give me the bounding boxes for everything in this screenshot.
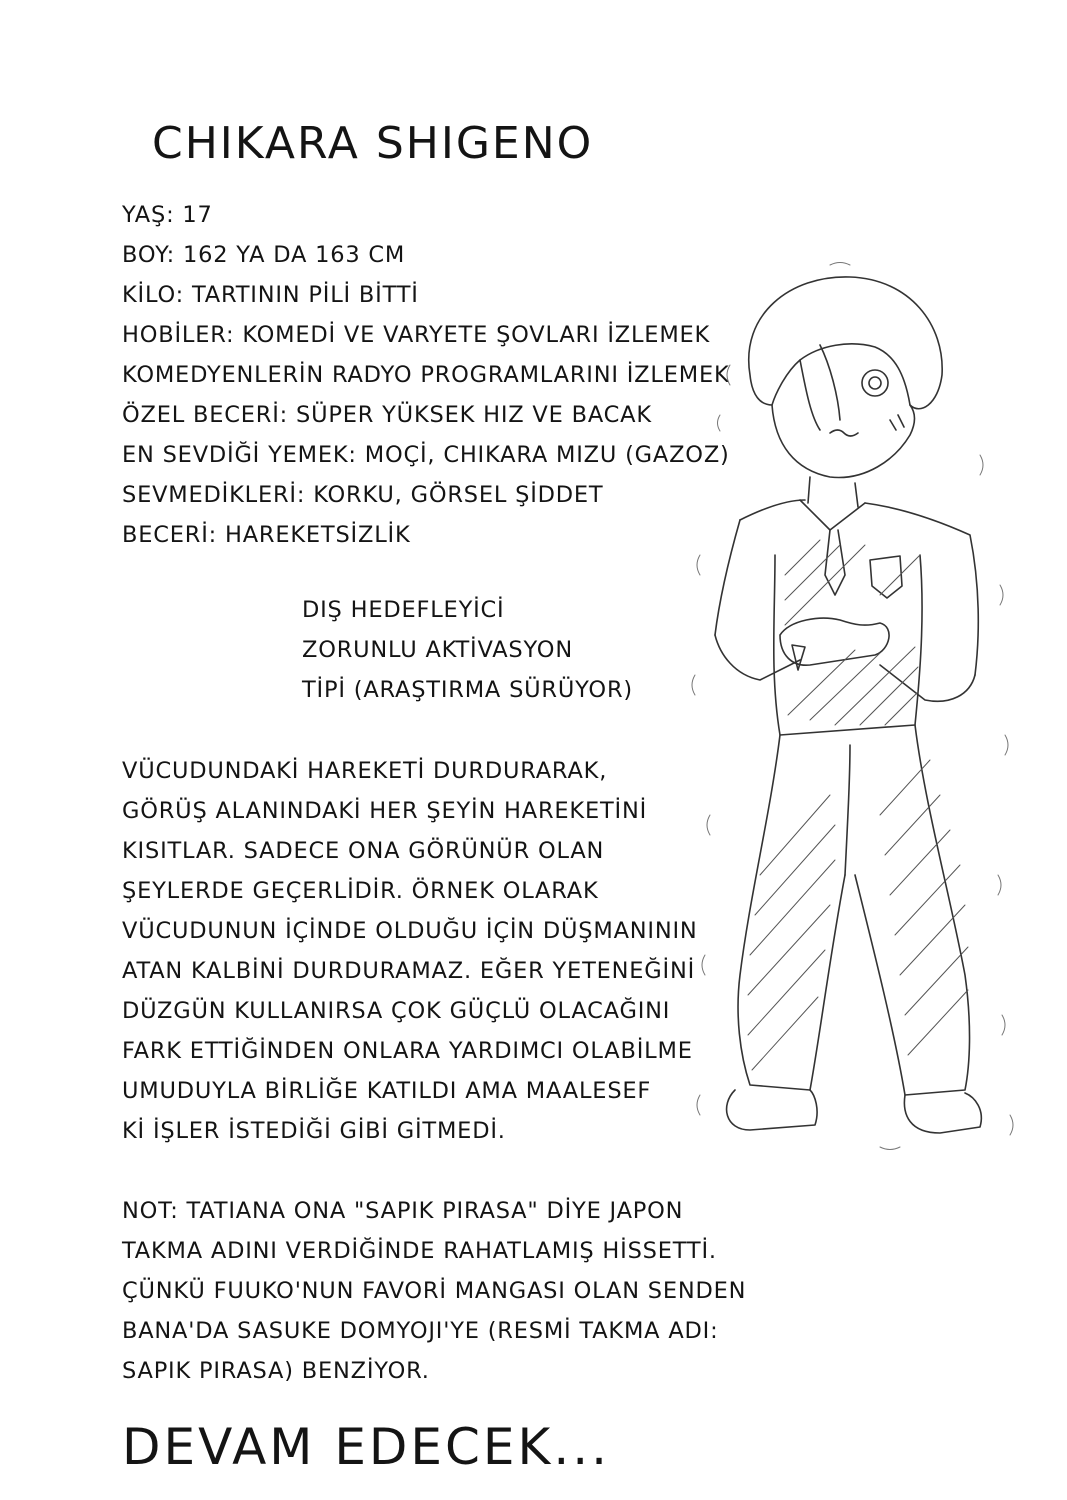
- description-line: Kİ İŞLER İSTEDİĞİ GİBİ GİTMEDİ.: [122, 1118, 506, 1144]
- description-line: VÜCUDUNUN İÇİNDE OLDUĞU İÇİN DÜŞMANININ: [122, 918, 698, 944]
- profile-line-quirk: BECERİ: HAREKETSİZLİK: [122, 522, 411, 548]
- character-sketch-illustration: [680, 255, 1050, 1160]
- profile-line-hobbies: HOBİLER: KOMEDİ VE VARYETE ŞOVLARI İZLEMEK: [122, 322, 711, 348]
- quirk-type-line: TİPİ (ARAŞTIRMA SÜRÜYOR): [302, 677, 633, 703]
- description-line: VÜCUDUNDAKİ HAREKETİ DURDURARAK,: [122, 758, 608, 784]
- note-line: BANA'DA SASUKE DOMYOJI'YE (RESMİ TAKMA ADI:: [122, 1318, 719, 1344]
- profile-line-food: EN SEVDİĞİ YEMEK: MOÇİ, CHIKARA MIZU (GAZOZ): [122, 442, 730, 468]
- profile-line-dislikes: SEVMEDİKLERİ: KORKU, GÖRSEL ŞİDDET: [122, 482, 604, 508]
- note-line: ÇÜNKÜ FUUKO'NUN FAVORİ MANGASI OLAN SENDEN: [122, 1278, 747, 1304]
- note-line: NOT: TATIANA ONA "SAPIK PIRASA" DİYE JAPON: [122, 1198, 684, 1224]
- profile-line-skill: ÖZEL BECERİ: SÜPER YÜKSEK HIZ VE BACAK: [122, 402, 652, 428]
- description-line: ŞEYLERDE GEÇERLİDİR. ÖRNEK OLARAK: [122, 878, 599, 904]
- profile-line-height: BOY: 162 YA DA 163 CM: [122, 242, 406, 268]
- quirk-type-line: DIŞ HEDEFLEYİCİ: [302, 597, 505, 623]
- description-line: DÜZGÜN KULLANIRSA ÇOK GÜÇLÜ OLACAĞINI: [122, 998, 671, 1024]
- description-line: ATAN KALBİNİ DURDURAMAZ. EĞER YETENEĞİNİ: [122, 958, 696, 984]
- profile-line-age: YAŞ: 17: [122, 202, 213, 228]
- description-line: KISITLAR. SADECE ONA GÖRÜNÜR OLAN: [122, 838, 605, 864]
- to-be-continued-text: DEVAM EDECEK...: [122, 1418, 610, 1476]
- quirk-type-line: ZORUNLU AKTİVASYON: [302, 637, 573, 663]
- description-line: FARK ETTİĞİNDEN ONLARA YARDIMCI OLABİLME: [122, 1038, 693, 1064]
- note-line: TAKMA ADINI VERDİĞİNDE RAHATLAMIŞ HİSSETTİ.: [122, 1238, 717, 1264]
- character-name-title: CHIKARA SHIGENO: [152, 118, 594, 169]
- description-line: GÖRÜŞ ALANINDAKİ HER ŞEYİN HAREKETİNİ: [122, 798, 648, 824]
- profile-line-hobbies-cont: KOMEDYENLERİN RADYO PROGRAMLARINI İZLEMEK: [122, 362, 730, 388]
- description-line: UMUDUYLA BİRLİĞE KATILDI AMA MAALESEF: [122, 1078, 652, 1104]
- profile-line-weight: KİLO: TARTININ PİLİ BİTTİ: [122, 282, 419, 308]
- note-line: SAPIK PIRASA) BENZİYOR.: [122, 1358, 430, 1384]
